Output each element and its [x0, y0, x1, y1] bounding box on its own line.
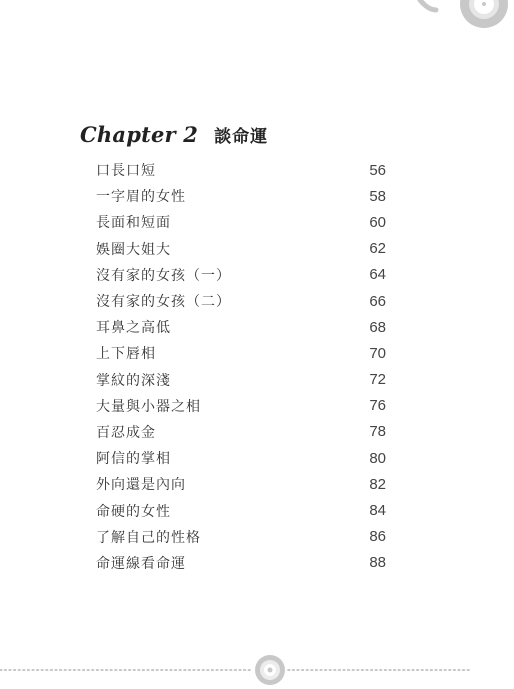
toc-entry-title: 了解自己的性格 — [96, 529, 201, 546]
toc-entry[interactable] — [96, 550, 386, 576]
toc-entry-page: 82 — [369, 475, 386, 493]
toc-entry[interactable] — [96, 262, 386, 288]
table-of-contents — [96, 157, 386, 576]
toc-entry-title: 口長口短 — [96, 163, 156, 180]
toc-entry-page: 70 — [369, 344, 386, 362]
toc-entry[interactable] — [96, 419, 386, 445]
toc-entry[interactable] — [96, 393, 386, 419]
toc-entry-page: 64 — [369, 266, 386, 284]
toc-entry[interactable] — [96, 497, 386, 523]
toc-entry[interactable] — [96, 471, 386, 497]
toc-entry[interactable] — [96, 157, 386, 183]
toc-entry-page: 62 — [369, 240, 386, 258]
toc-entry-title: 長面和短面 — [96, 215, 171, 232]
toc-entry-title: 大量與小器之相 — [96, 398, 201, 415]
footer-dotted-line-decoration — [0, 650, 514, 689]
toc-entry[interactable] — [96, 183, 386, 209]
toc-entry[interactable] — [96, 209, 386, 235]
toc-entry-page: 76 — [369, 397, 386, 415]
toc-entry[interactable] — [96, 236, 386, 262]
toc-entry[interactable] — [96, 524, 386, 550]
toc-entry-title: 掌紋的深淺 — [96, 372, 171, 389]
toc-entry-page: 84 — [369, 502, 386, 520]
toc-entry-page: 88 — [369, 554, 386, 572]
toc-entry-title: 命硬的女性 — [96, 503, 171, 520]
toc-entry[interactable] — [96, 288, 386, 314]
toc-entry-page: 86 — [369, 528, 386, 546]
corner-circle-decoration — [414, 0, 514, 50]
toc-entry[interactable] — [96, 367, 386, 393]
chapter-heading — [80, 122, 268, 152]
toc-entry-page: 78 — [369, 423, 386, 441]
toc-entry-page: 66 — [369, 292, 386, 310]
toc-entry-page: 80 — [369, 449, 386, 467]
toc-entry-title: 百忍成金 — [96, 424, 156, 441]
toc-entry[interactable] — [96, 445, 386, 471]
toc-entry[interactable] — [96, 314, 386, 340]
toc-entry-page: 58 — [369, 187, 386, 205]
chapter-title: 談命運 — [214, 127, 269, 147]
toc-entry-title: 上下唇相 — [96, 346, 156, 363]
toc-entry-title: 一字眉的女性 — [96, 189, 186, 206]
toc-entry-page: 72 — [369, 371, 386, 389]
toc-entry-title: 娛圈大姐大 — [96, 241, 171, 258]
chapter-label: Chapter 2 — [80, 122, 199, 147]
toc-entry-title: 沒有家的女孩（一） — [96, 267, 231, 284]
toc-entry[interactable] — [96, 340, 386, 366]
toc-entry-title: 命運線看命運 — [96, 555, 186, 572]
toc-entry-page: 56 — [369, 161, 386, 179]
toc-entry-title: 阿信的掌相 — [96, 451, 171, 468]
toc-entry-title: 耳鼻之高低 — [96, 320, 171, 337]
toc-entry-title: 沒有家的女孩（二） — [96, 294, 231, 311]
toc-entry-page: 60 — [369, 213, 386, 231]
toc-entry-page: 68 — [369, 318, 386, 336]
toc-entry-title: 外向還是內向 — [96, 477, 186, 494]
